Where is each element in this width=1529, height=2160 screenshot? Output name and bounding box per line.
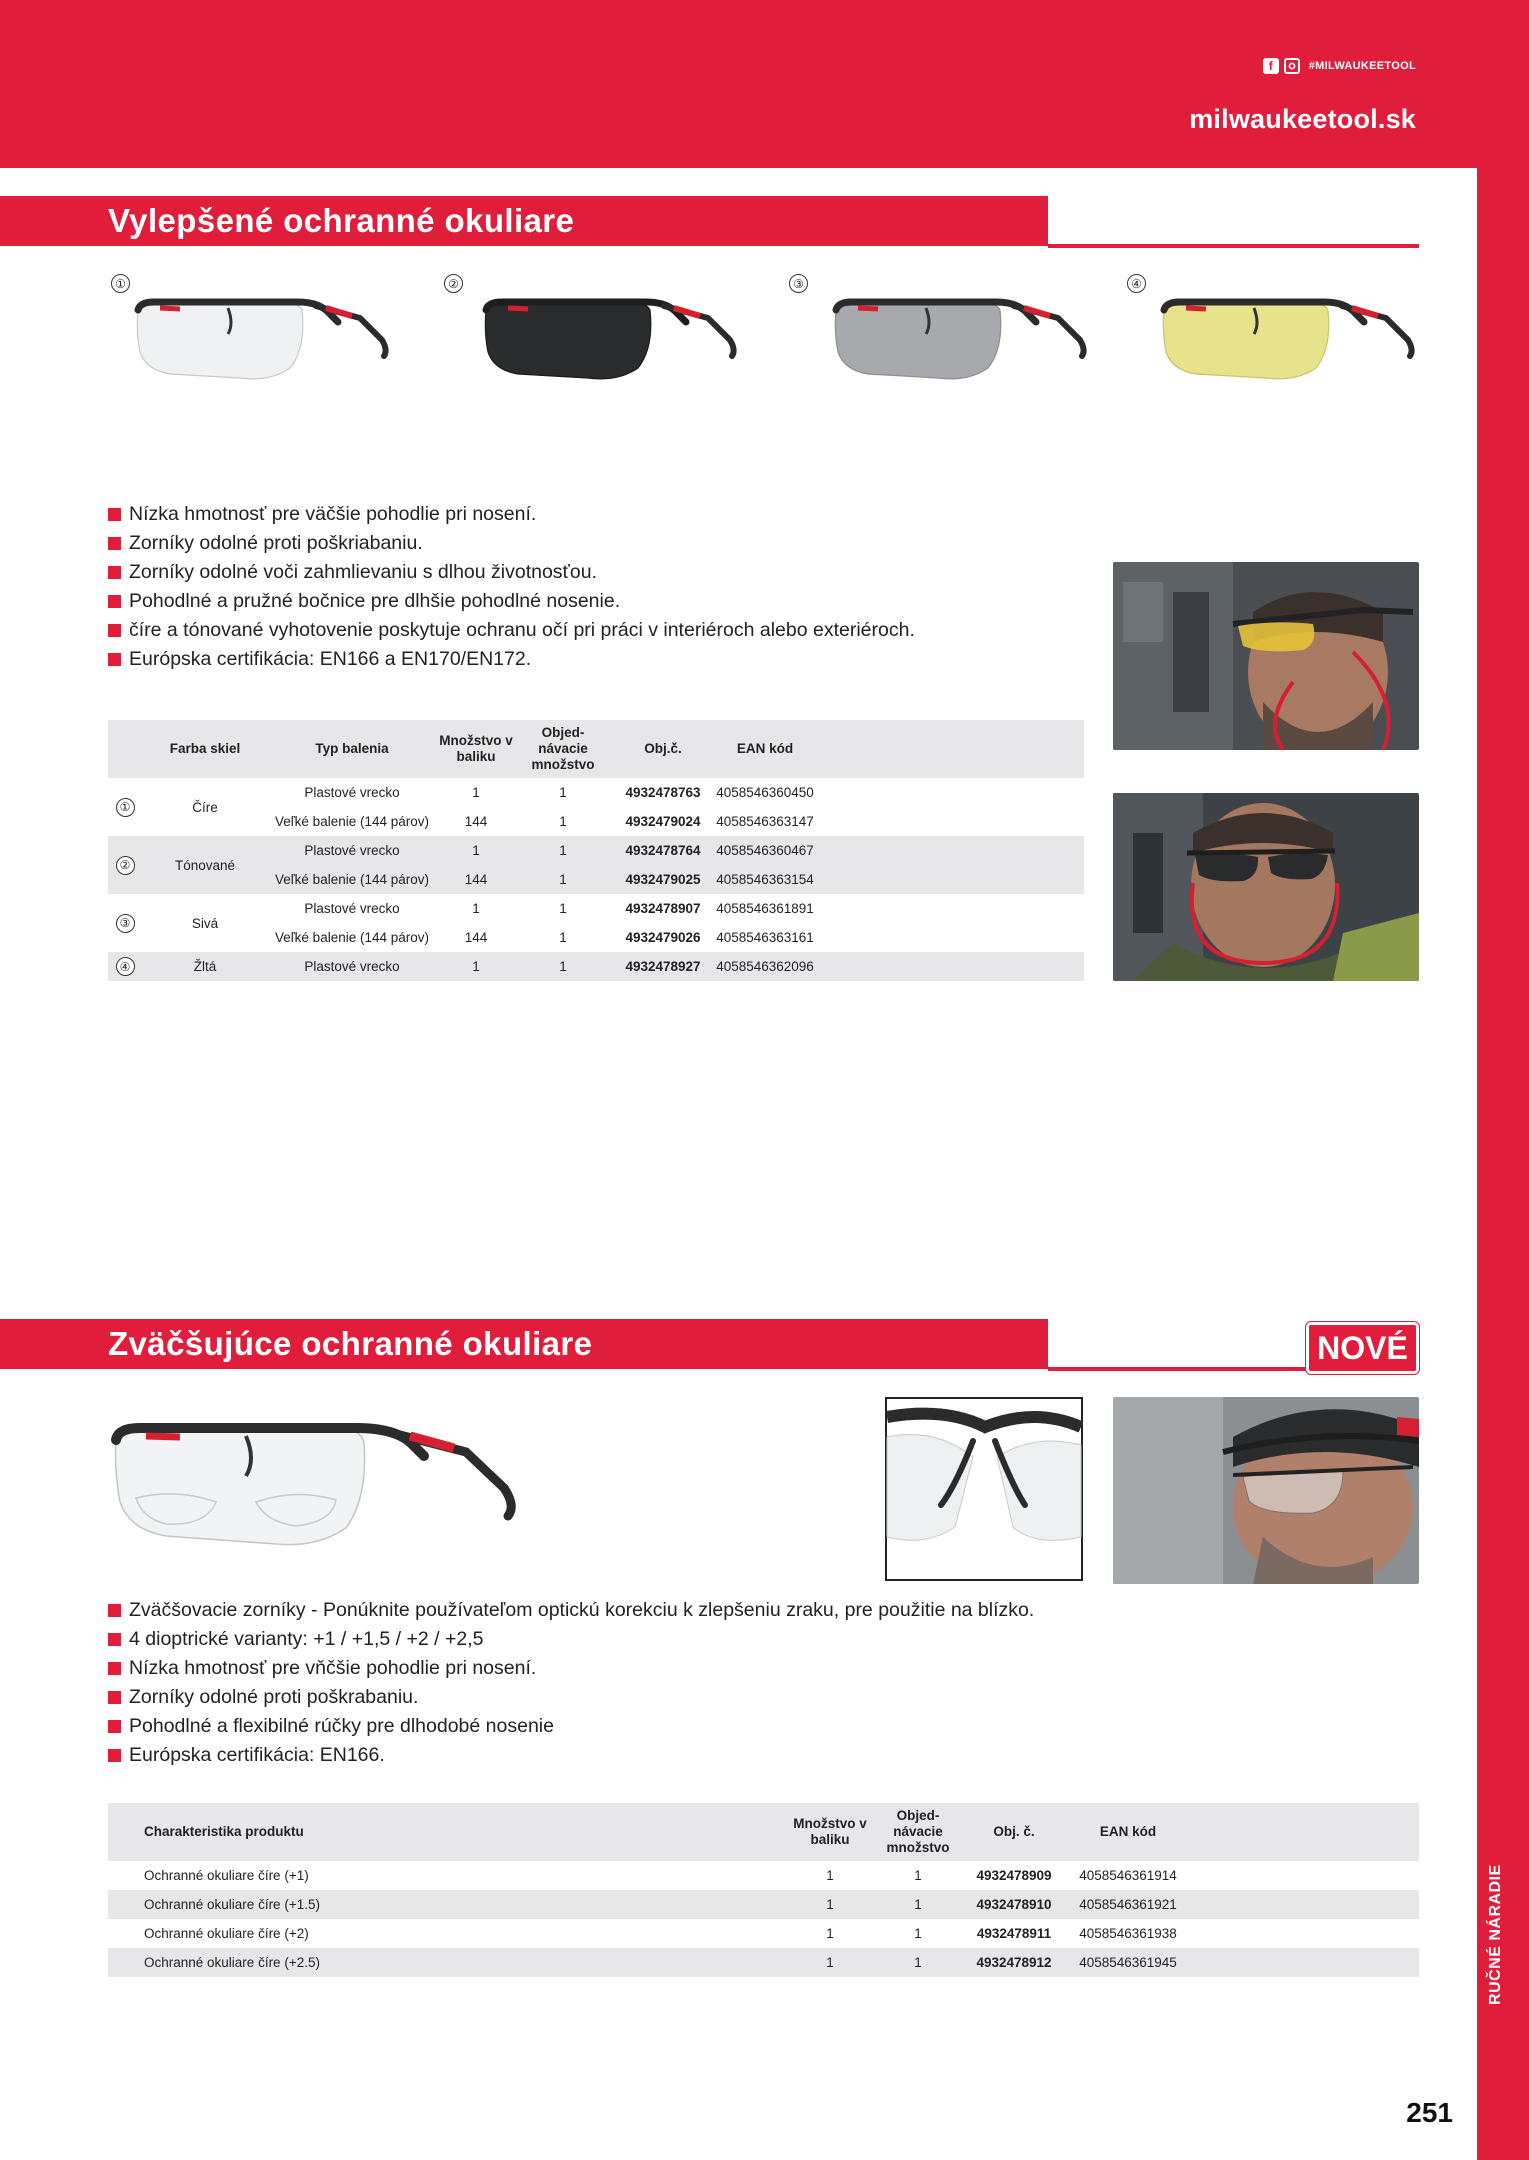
table-row: ① Číre Plastové vrecko 1 1 4932478763 4058546360450 bbox=[108, 778, 1084, 807]
hashtag: #MILWAUKEETOOL bbox=[1308, 60, 1416, 72]
bullet-square bbox=[108, 508, 121, 521]
table-row: Ochranné okuliare číre (+1.5) 1 1 4932478910 4058546361921 bbox=[108, 1890, 1419, 1919]
bullet-square bbox=[108, 1662, 121, 1675]
section2-features bbox=[108, 1596, 1408, 1770]
glasses-gray-image bbox=[828, 296, 1088, 391]
instagram-icon[interactable] bbox=[1284, 58, 1300, 74]
header-band bbox=[0, 0, 1529, 168]
section2-rule bbox=[1048, 1367, 1306, 1371]
bullet-square bbox=[108, 1633, 121, 1646]
lens-color: Číre bbox=[192, 799, 218, 815]
bullet-square bbox=[108, 566, 121, 579]
facebook-icon[interactable]: f bbox=[1263, 58, 1279, 74]
feature-item: Európska certifikácia: EN166. bbox=[108, 1741, 1408, 1770]
feature-item: Zorníky odolné proti poškrabaniu. bbox=[108, 1683, 1408, 1712]
glasses-clear-image bbox=[130, 296, 390, 391]
page-number: 251 bbox=[1406, 2097, 1453, 2128]
table-row: ④ Žltá Plastové vrecko 1 1 4932478927 4058546362096 bbox=[108, 952, 1084, 981]
col-pack-qty: Množstvo v baliku bbox=[784, 1803, 876, 1861]
new-badge: NOVÉ bbox=[1306, 1322, 1419, 1374]
worker-tinted-glasses-photo bbox=[1113, 793, 1419, 981]
table-header-row bbox=[108, 1803, 1419, 1861]
section1-product-table bbox=[108, 720, 1084, 981]
col-lens-color: Farba skiel bbox=[142, 720, 268, 778]
product-number: ① bbox=[116, 798, 135, 817]
table-row: Ochranné okuliare číre (+2.5) 1 1 4932478912 4058546361945 bbox=[108, 1948, 1419, 1977]
feature-item: Pohodlné a pružné bočnice pre dlhšie pohodlné nosenie. bbox=[108, 587, 1108, 616]
social-links bbox=[1263, 58, 1416, 74]
col-pack-qty: Množstvo v baliku bbox=[436, 720, 516, 778]
col-order-qty: Objed-návacie množstvo bbox=[516, 720, 610, 778]
product-number: ① bbox=[111, 274, 130, 293]
col-product: Charakteristika produktu bbox=[144, 1803, 784, 1861]
feature-item: Zväčšovacie zorníky - Ponúknite používateľom optickú korekciu k zlepšeniu zraku, pre použitie na blízko. bbox=[108, 1596, 1408, 1625]
bullet-square bbox=[108, 595, 121, 608]
section2-product-table bbox=[108, 1803, 1419, 1977]
col-ean: EAN kód bbox=[716, 720, 814, 778]
bullet-square bbox=[108, 1720, 121, 1733]
feature-item: číre a tónované vyhotovenie poskytuje ochranu očí pri práci v interiéroch alebo exteriéroch. bbox=[108, 616, 1108, 645]
product-number: ② bbox=[116, 856, 135, 875]
site-url[interactable]: milwaukeetool.sk bbox=[1189, 104, 1416, 134]
bullet-square bbox=[108, 624, 121, 637]
magnifier-glasses-image bbox=[106, 1418, 526, 1568]
lens-color: Sivá bbox=[191, 915, 219, 931]
table-row: Ochranné okuliare číre (+1) 1 1 4932478909 4058546361914 bbox=[144, 1868, 1177, 1883]
glasses-tinted-image bbox=[478, 296, 738, 391]
product-number: ③ bbox=[116, 914, 135, 933]
table-row: Veľké balenie (144 párov) 144 1 4932479025 4058546363154 bbox=[108, 865, 1084, 894]
section2-title: Zväčšujúce ochranné okuliare bbox=[108, 1325, 593, 1362]
sidebar-category-label: RUČNÉ NÁRADIE bbox=[1487, 1864, 1504, 2005]
feature-item: Zorníky odolné proti poškriabaniu. bbox=[108, 529, 1108, 558]
bullet-square bbox=[108, 1749, 121, 1762]
glasses-yellow-image bbox=[1156, 296, 1416, 391]
lens-color: Tónované bbox=[142, 836, 268, 894]
table-row: Veľké balenie (144 párov) 144 1 4932479026 4058546363161 bbox=[274, 930, 814, 945]
table-row: Ochranné okuliare číre (+2) 1 1 4932478911 4058546361938 bbox=[144, 1926, 1177, 1941]
feature-item: 4 dioptrické varianty: +1 / +1,5 / +2 / +2,5 bbox=[108, 1625, 1408, 1654]
col-ean: EAN kód bbox=[1068, 1803, 1188, 1861]
table-row: Veľké balenie (144 párov) 144 1 4932479024 4058546363147 bbox=[274, 814, 814, 829]
worker-yellow-glasses-photo bbox=[1113, 562, 1419, 750]
section1-features bbox=[108, 500, 1108, 674]
col-order-no: Obj.č. bbox=[610, 720, 716, 778]
col-order-no: Obj. č. bbox=[960, 1803, 1068, 1861]
bullet-square bbox=[108, 1604, 121, 1617]
feature-item: Európska certifikácia: EN166 a EN170/EN172. bbox=[108, 645, 1108, 674]
side-bar bbox=[1477, 168, 1529, 2160]
bullet-square bbox=[108, 537, 121, 550]
worker-magnifier-glasses-photo bbox=[1113, 1397, 1419, 1584]
section1-rule bbox=[1048, 244, 1419, 248]
feature-item: Pohodlné a flexibilné rúčky pre dlhodobé nosenie bbox=[108, 1712, 1408, 1741]
product-number: ③ bbox=[789, 274, 808, 293]
feature-item: Nízka hmotnosť pre väčšie pohodlie pri nosení. bbox=[108, 500, 1108, 529]
bullet-square bbox=[108, 653, 121, 666]
product-number: ② bbox=[444, 274, 463, 293]
product-number: ④ bbox=[1127, 274, 1146, 293]
col-pack-type: Typ balenia bbox=[268, 720, 436, 778]
table-header-row bbox=[108, 720, 1084, 778]
lens-color: Žltá bbox=[142, 952, 268, 981]
table-row: ③ Sivá Plastové vrecko 1 1 4932478907 4058546361891 bbox=[108, 894, 1084, 923]
bullet-square bbox=[108, 1691, 121, 1704]
col-order-qty: Objed-návacie množstvo bbox=[876, 1803, 960, 1861]
feature-item: Zorníky odolné voči zahmlievaniu s dlhou životnosťou. bbox=[108, 558, 1108, 587]
nose-bridge-detail-image bbox=[885, 1397, 1083, 1581]
feature-item: Nízka hmotnosť pre vňčšie pohodlie pri nosení. bbox=[108, 1654, 1408, 1683]
section1-title: Vylepšené ochranné okuliare bbox=[108, 202, 575, 239]
product-number: ④ bbox=[116, 957, 135, 976]
table-row: ② Tónované Plastové vrecko 1 1 4932478764 4058546360467 bbox=[108, 836, 1084, 865]
